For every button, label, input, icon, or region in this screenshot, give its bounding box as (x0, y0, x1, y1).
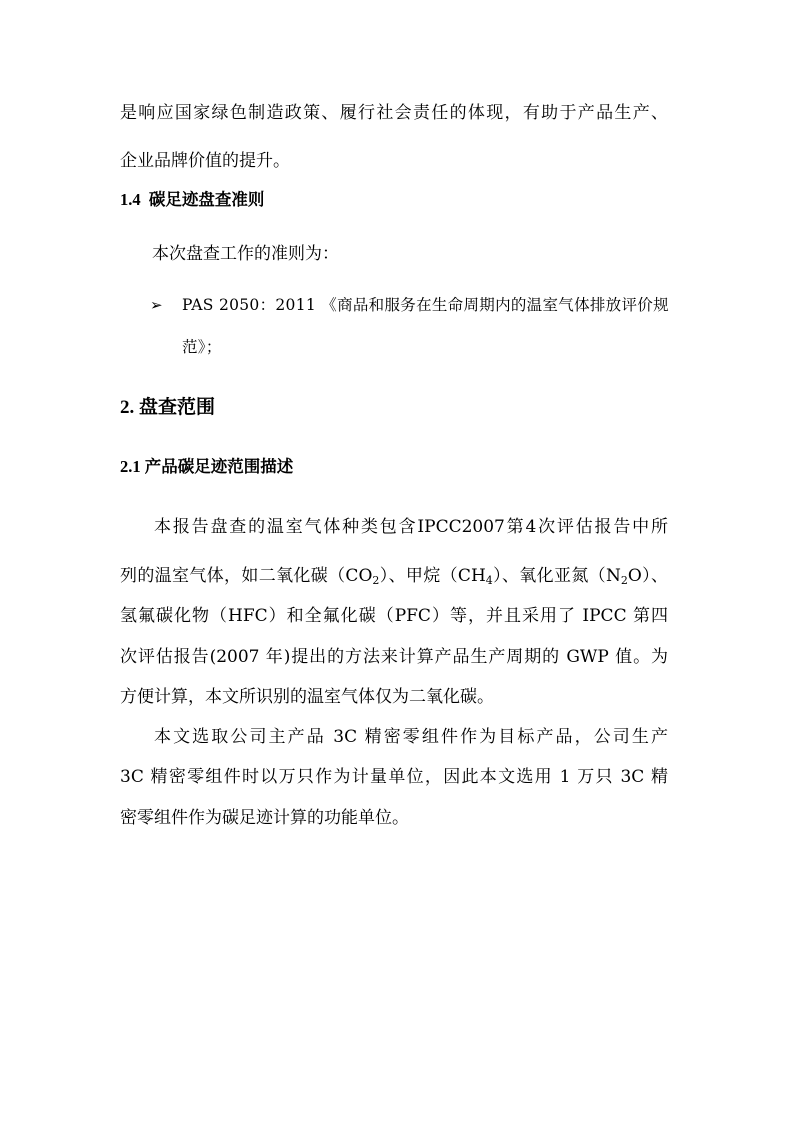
section-1-4-number: 1.4 (120, 190, 141, 209)
bullet-line-2: 范》； (182, 338, 222, 356)
section-2-title: 盘查范围 (139, 397, 216, 418)
ch4-subscript: 4 (485, 574, 493, 587)
bullet-arrow-icon: ➢ (150, 296, 163, 314)
section-2-number: 2. (120, 397, 135, 418)
para1-line-5: 方便计算，本文所识别的温室气体仅为二氧化碳。 (120, 687, 494, 707)
para1-line-2: 列的温室气体，如二氧化碳$(CO_2)$、甲烷$(CH_4)$、氧化亚氮$(N_2O)$、 (120, 566, 669, 587)
co2-subscript: 2 (372, 574, 380, 587)
para2-line-2: 3C 精密零组件时以万只作为计量单位，因此本文选用 1 万只 3C 精 (120, 767, 668, 787)
section-1-4-lead: 本次盘查工作的准则为： (152, 244, 339, 264)
para2-line-3: 密零组件作为碳足迹计算的功能单位。 (120, 808, 409, 828)
bullet-line-1: PAS 2050：2011 《商品和服务在生命周期内的温室气体排放评价规 (182, 296, 669, 314)
section-1-4-heading (120, 189, 264, 211)
para1-line-3: 氢氟碳化物（HFC）和全氟化碳（PFC）等，并且采用了 IPCC 第四 (120, 606, 668, 626)
section-2-heading (120, 397, 215, 419)
section-1-4-title: 碳足迹盘查准则 (148, 190, 265, 209)
intro-line-2: 企业品牌价值的提升。 (120, 151, 290, 171)
intro-line-1: 是响应国家绿色制造政策、履行社会责任的体现，有助于产品生产、 (120, 103, 668, 123)
n2o-subscript: 2 (620, 574, 628, 587)
para1-line-1: 本报告盘查的温室气体种类包含IPCC2007第4次评估报告中所 (154, 517, 668, 537)
section-2-1-heading: 2.1 产品碳足迹范围描述 (120, 457, 294, 476)
para2-line-1: 本文选取公司主产品 3C 精密零组件作为目标产品，公司生产 (154, 727, 668, 747)
para1-line-4: 次评估报告(2007 年)提出的方法来计算产品生产周期的 GWP 值。为 (120, 647, 668, 667)
